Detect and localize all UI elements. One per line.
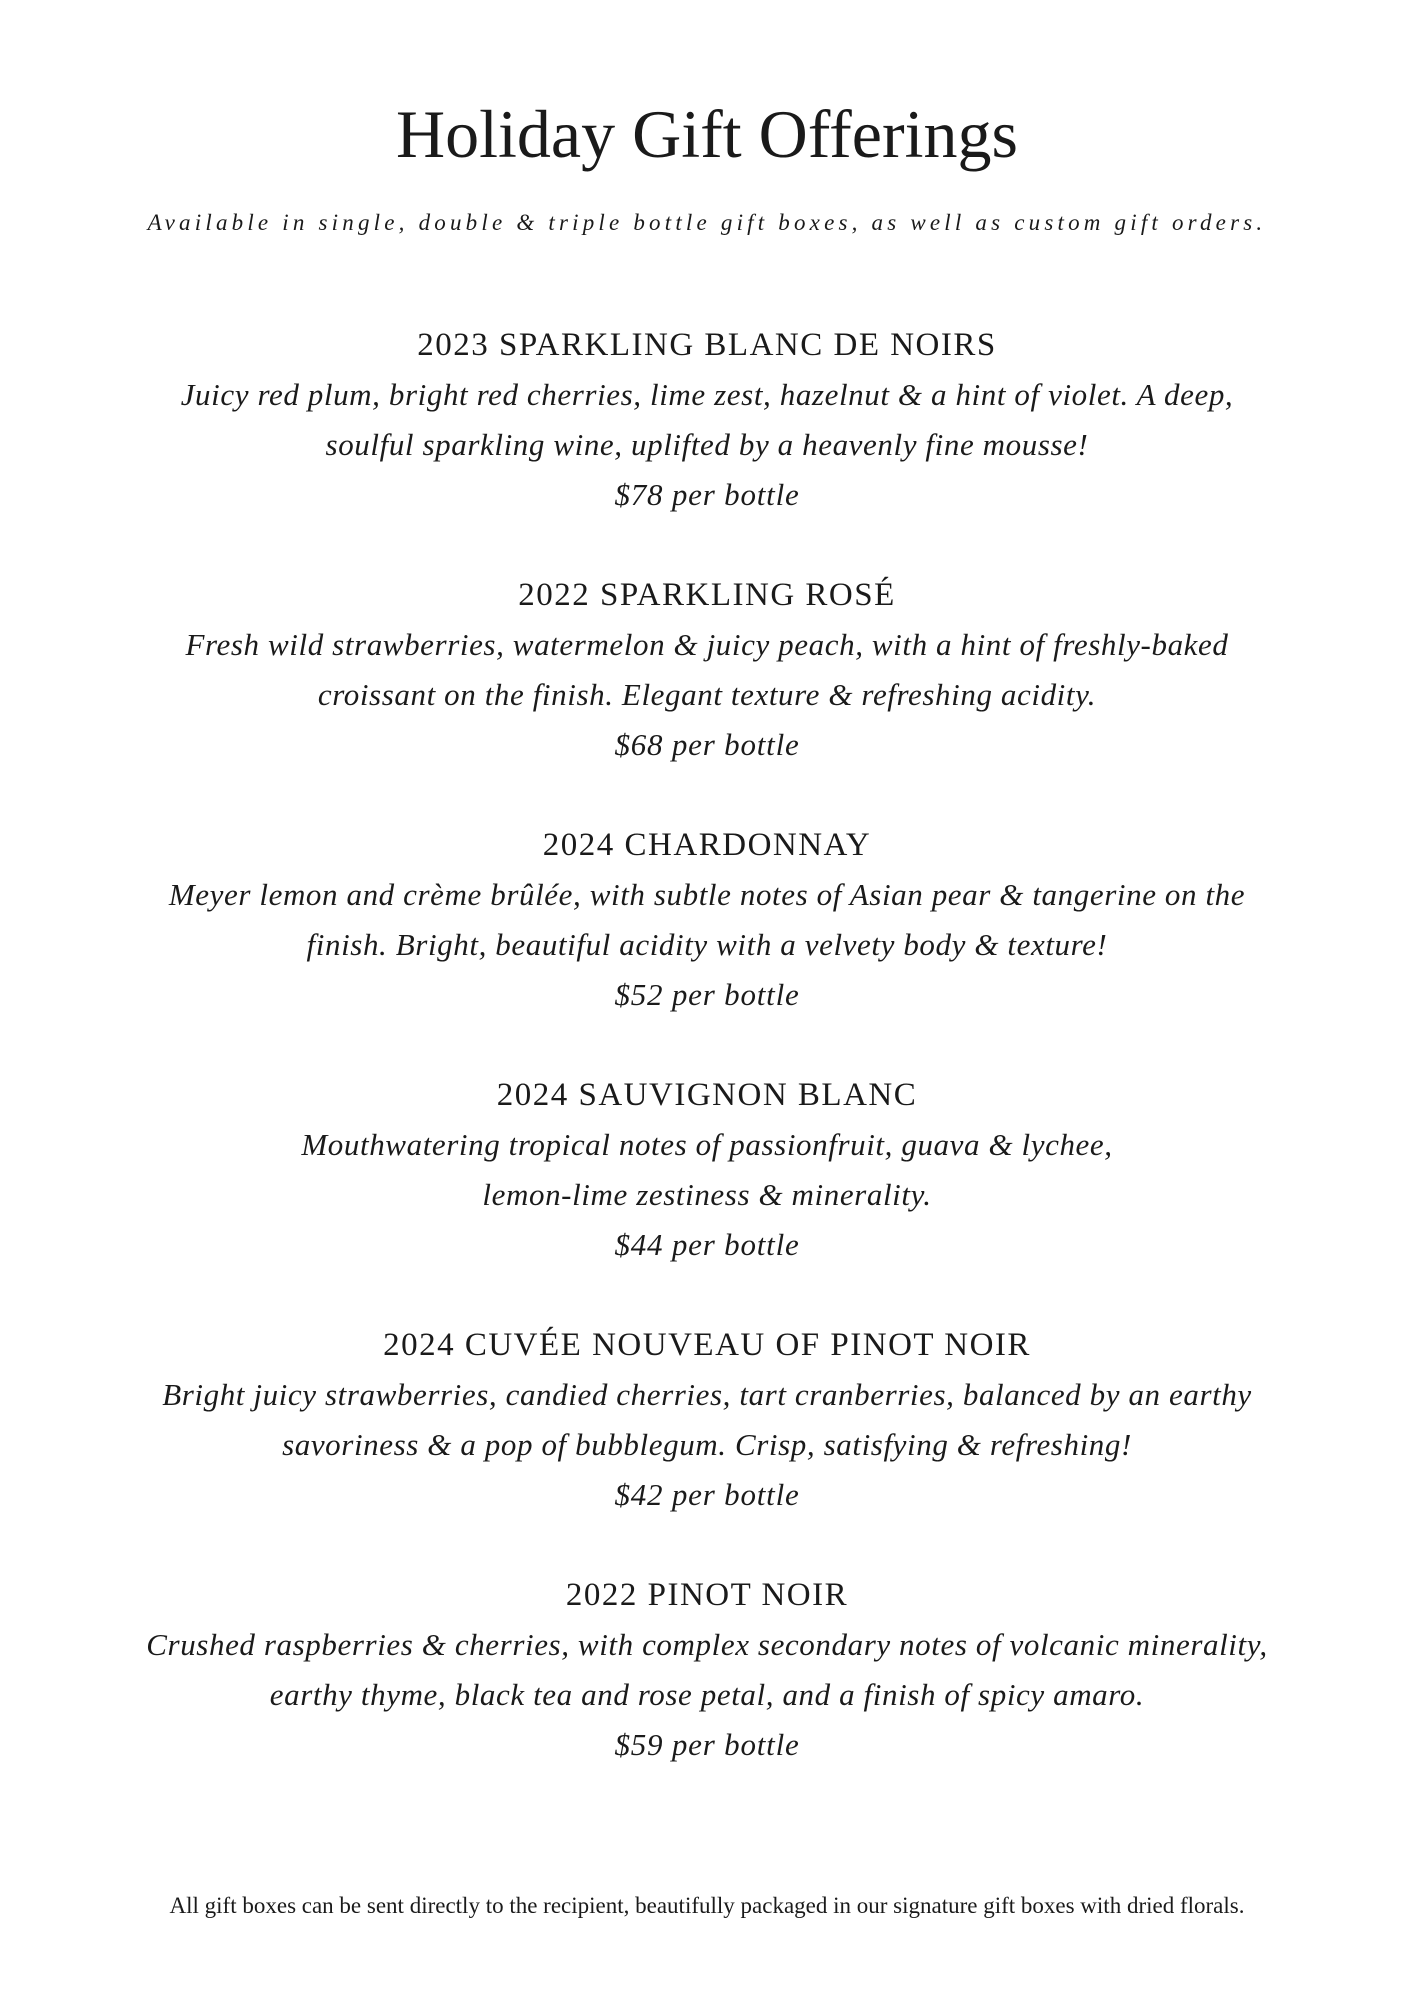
wine-list [100, 320, 1314, 1820]
wine-description: savoriness & a pop of bubblegum. Crisp, satisfying & refreshing! [282, 1427, 1132, 1462]
wine-name: 2024 CUVÉE NOUVEAU OF PINOT NOIR [383, 1327, 1031, 1363]
wine-item [100, 1070, 1314, 1320]
wine-price: $68 per bottle [614, 727, 800, 762]
wine-description: Meyer lemon and crème brûlée, with subtle notes of Asian pear & tangerine on the [168, 877, 1246, 912]
wine-name: 2023 SPARKLING BLANC DE NOIRS [417, 327, 997, 363]
wine-price: $78 per bottle [614, 477, 800, 512]
footer-note: All gift boxes can be sent directly to the recipient, beautifully packaged in our signature gift boxes with dried florals. [169, 1893, 1245, 1918]
wine-item [100, 820, 1314, 1070]
wine-description: Mouthwatering tropical notes of passionfruit, guava & lychee, [301, 1127, 1113, 1162]
wine-description: Juicy red plum, bright red cherries, lime zest, hazelnut & a hint of violet. A deep, [180, 377, 1234, 412]
wine-description: soulful sparkling wine, uplifted by a heavenly fine mousse! [325, 427, 1089, 462]
wine-name: 2022 PINOT NOIR [565, 1577, 849, 1613]
wine-description: Crushed raspberries & cherries, with complex secondary notes of volcanic minerality, [146, 1627, 1268, 1662]
wine-price: $59 per bottle [614, 1727, 800, 1762]
wine-name: 2022 SPARKLING ROSÉ [518, 577, 896, 613]
wine-price: $42 per bottle [614, 1477, 800, 1512]
wine-item [100, 570, 1314, 820]
wine-description: earthy thyme, black tea and rose petal, and a finish of spicy amaro. [269, 1677, 1145, 1712]
wine-description: Fresh wild strawberries, watermelon & juicy peach, with a hint of freshly-baked [185, 627, 1229, 662]
wine-name: 2024 SAUVIGNON BLANC [496, 1077, 918, 1113]
page-title: Holiday Gift Offerings [396, 96, 1018, 172]
wine-price: $52 per bottle [614, 977, 800, 1012]
wine-description: croissant on the finish. Elegant texture & refreshing acidity. [317, 677, 1097, 712]
wine-name: 2024 CHARDONNAY [542, 827, 872, 863]
page-subtitle: Available in single, double & triple bottle gift boxes, as well as custom gift orders. [147, 210, 1267, 235]
wine-price: $44 per bottle [614, 1227, 800, 1262]
wine-item [100, 1320, 1314, 1570]
wine-item [100, 1570, 1314, 1820]
wine-description: finish. Bright, beautiful acidity with a velvety body & texture! [306, 927, 1108, 962]
wine-item [100, 320, 1314, 570]
wine-description: lemon-lime zestiness & minerality. [482, 1177, 932, 1212]
wine-description: Bright juicy strawberries, candied cherries, tart cranberries, balanced by an earthy [162, 1377, 1252, 1412]
